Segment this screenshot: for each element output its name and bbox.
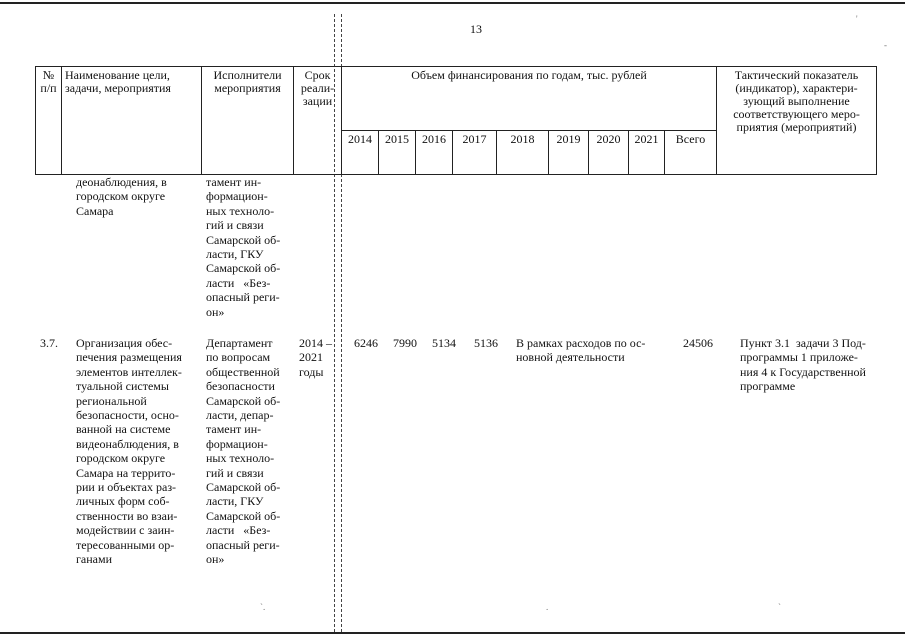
row-name: Организация обес- печения размещения элементов интеллек- туальной системы региональной безопасности, осно- ванной на системе видеонаблюдения, в городском округе Самара на террито- рии и объектах раз- личных форм соб- ственности во взаи- модействии с заин- тересованными ор- ганами (76, 336, 182, 567)
scan-speck: - (884, 40, 887, 50)
value-2015: 7990 (393, 336, 417, 350)
year-header: 2021 (629, 131, 665, 175)
year-header: 2014 (342, 131, 379, 175)
row-executors: Департамент по вопросам общественной безопасности Самарской об- ласти, депар- тамент ин- формацион- ных техноло- гий и связи Самарской об- ласти, ГКУ Самарской об- ласти «Без- опасный реги- он» (206, 336, 281, 567)
continued-row-name: деонаблюдения, в городском округе Самара (76, 175, 167, 218)
value-total: 24506 (683, 336, 713, 350)
year-header: 2017 (453, 131, 497, 175)
year-header: 2020 (589, 131, 629, 175)
value-2017: 5136 (474, 336, 498, 350)
value-2016: 5134 (432, 336, 456, 350)
year-header-total: Всего (665, 131, 717, 175)
scan-speck: `. (260, 602, 266, 612)
scan-speck: . (546, 602, 549, 612)
column-header-indicator: Тактический показатель (индикатор), характери- зующий выполнение соответствующего меро- приятия (мероприятий) (717, 67, 877, 175)
row-term: 2014 – 2021 годы (299, 336, 332, 379)
year-header: 2015 (379, 131, 416, 175)
row-indicator: Пункт 3.1 задачи 3 Под- программы 1 приложе- ния 4 к Государственной программе (740, 336, 866, 394)
scan-speck: ' (856, 14, 858, 24)
column-header-name: Наименование цели, задачи, мероприятия (62, 67, 202, 175)
financing-table-header (35, 66, 877, 175)
year-header: 2016 (416, 131, 453, 175)
value-2018-2021: В рамках расходов по ос- новной деятельности (516, 336, 646, 365)
scan-top-border (0, 2, 905, 4)
row-number: 3.7. (40, 336, 58, 350)
scan-speck: ` (778, 602, 781, 612)
column-header-financing: Объем финансирования по годам, тыс. рублей (342, 67, 717, 131)
scan-bottom-border (0, 632, 905, 634)
page-number: 13 (470, 22, 482, 36)
year-header: 2019 (549, 131, 589, 175)
column-header-executors: Исполнители мероприятия (202, 67, 294, 175)
value-2014: 6246 (354, 336, 378, 350)
column-header-term: Срок реали- зации (294, 67, 342, 175)
continued-row-executors: тамент ин- формацион- ных техноло- гий и связи Самарской об- ласти, ГКУ Самарской об- ласти «Без- опасный реги- он» (206, 175, 281, 319)
year-header: 2018 (497, 131, 549, 175)
column-header-number: № п/п (36, 67, 62, 175)
